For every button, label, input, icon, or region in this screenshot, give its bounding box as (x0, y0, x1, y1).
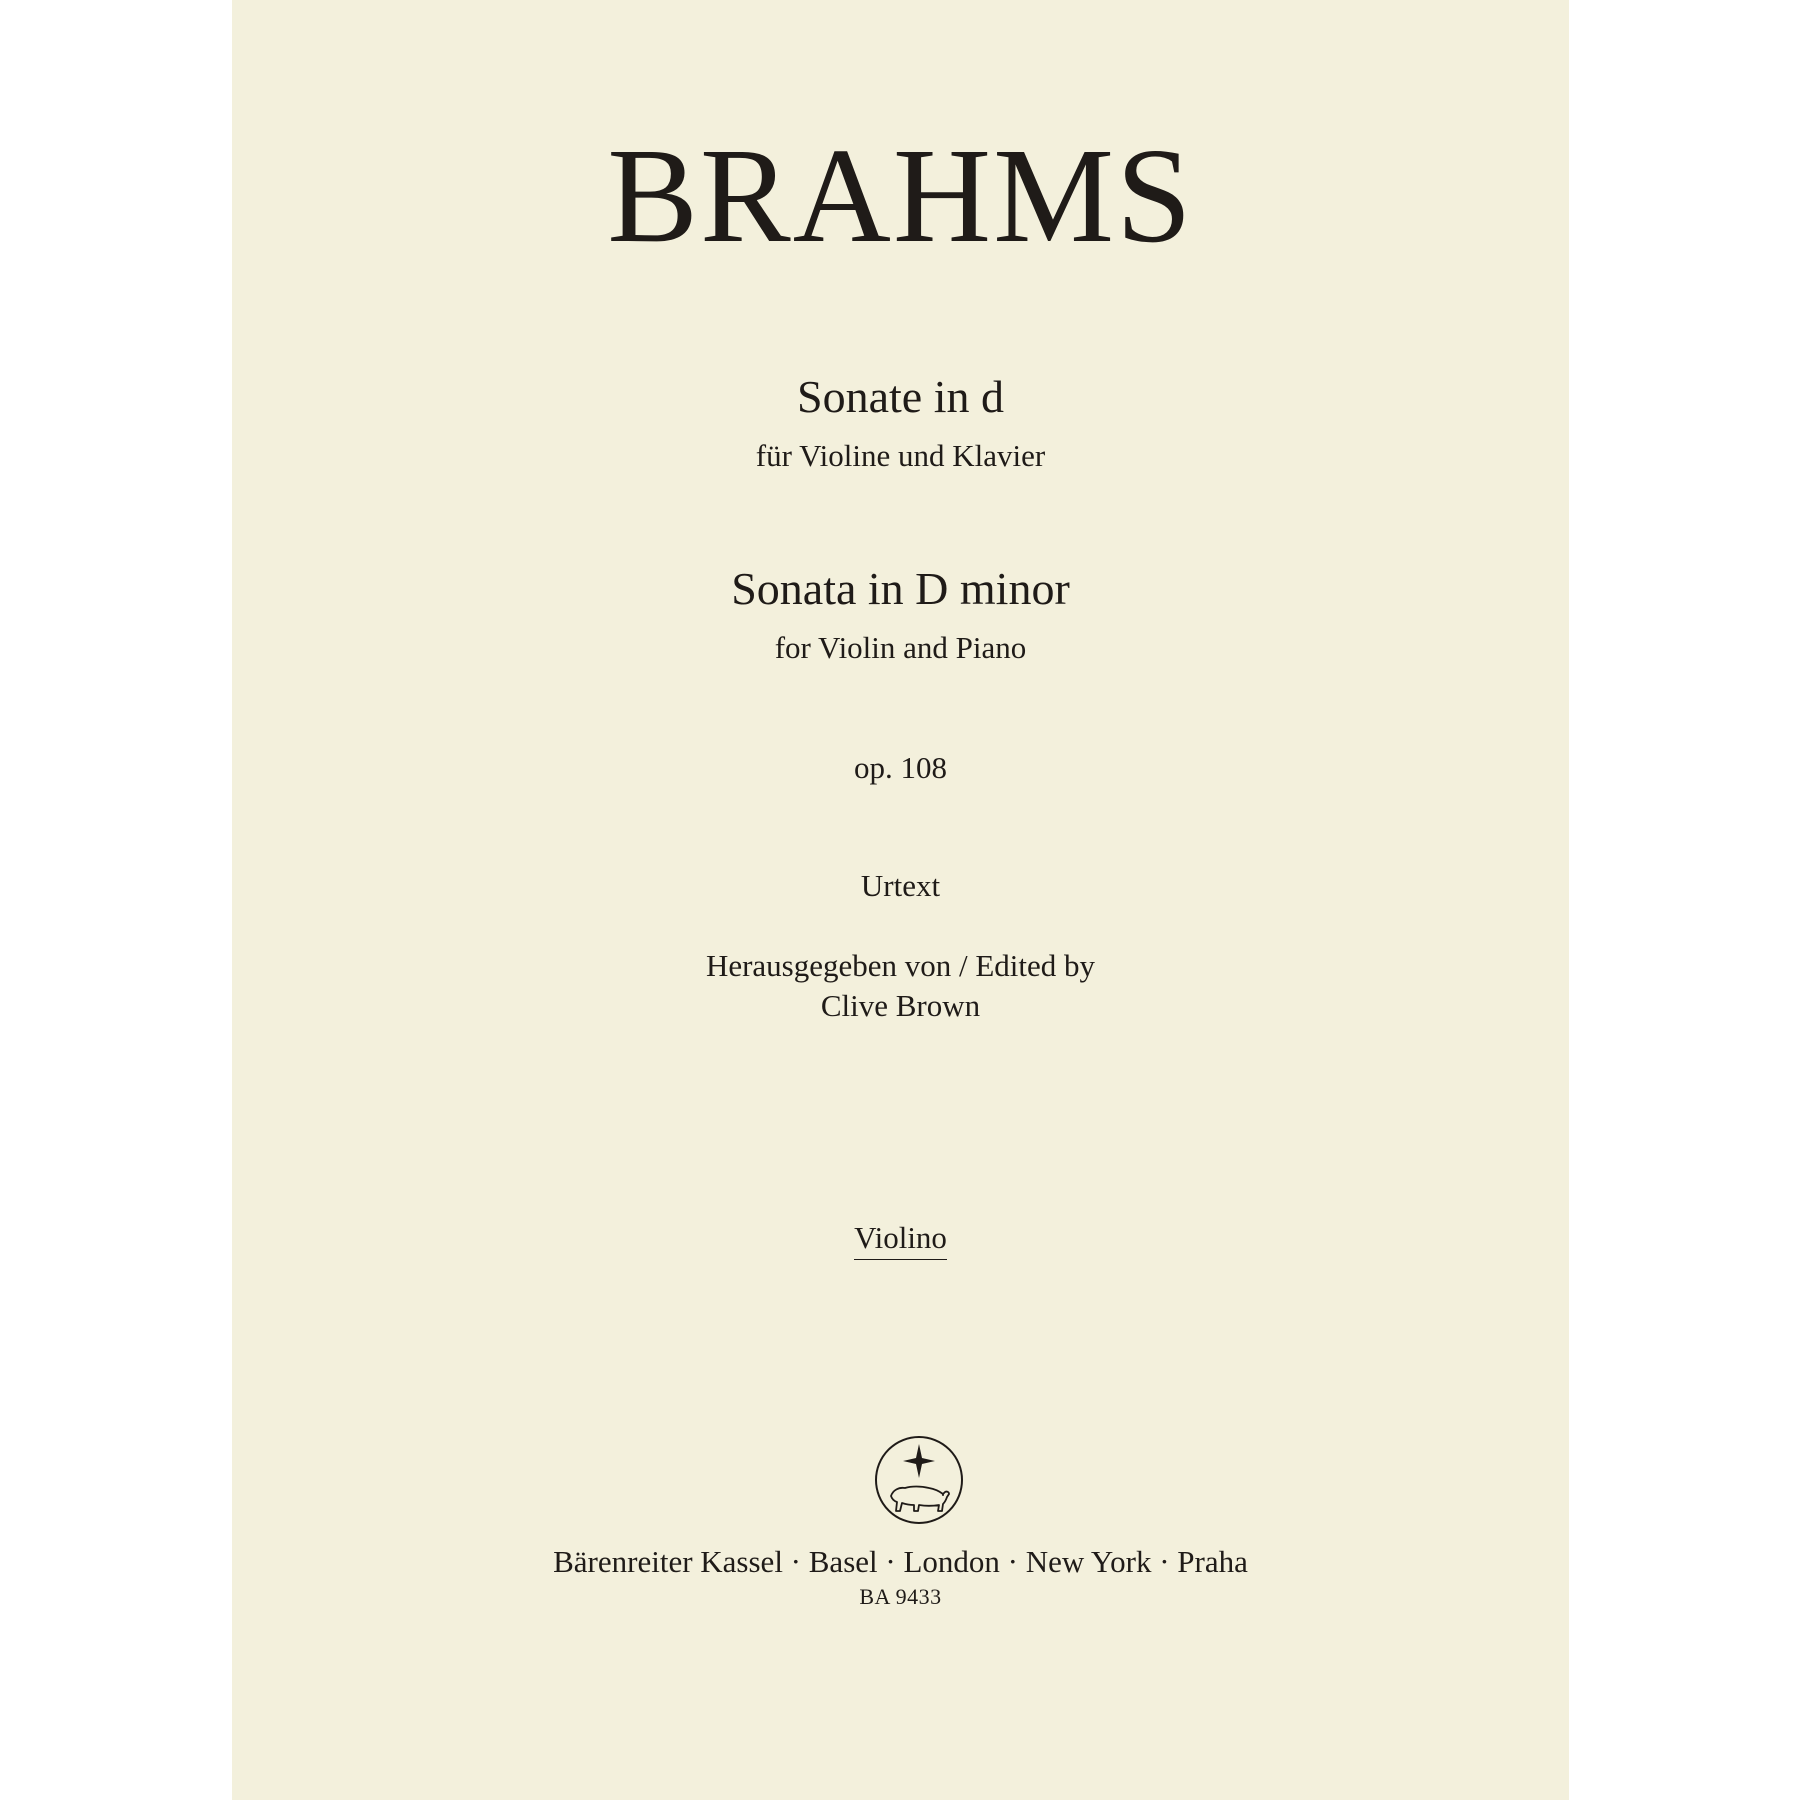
editor-label: Herausgegeben von / Edited by (705, 948, 1096, 983)
part-name: Violino (854, 1222, 947, 1260)
catalog-number: BA 9433 (859, 1584, 942, 1609)
publisher-line: Bärenreiter Kassel · Basel · London · New York · Praha (553, 1544, 1248, 1579)
subtitle-english: for Violin and Piano (774, 630, 1027, 665)
score-cover-page (232, 0, 1569, 1800)
title-english: Sonata in D minor (731, 563, 1070, 614)
edition-type: Urtext (860, 868, 941, 903)
subtitle-german: für Violine und Klavier (755, 438, 1046, 473)
title-german: Sonate in d (797, 371, 1004, 422)
opus-number: op. 108 (854, 750, 947, 785)
composer-name: BRAHMS (607, 121, 1194, 271)
baerenreiter-bear-star-icon (873, 1434, 965, 1526)
editor-name: Clive Brown (820, 988, 981, 1023)
part-name-wrapper (232, 1222, 1569, 1260)
